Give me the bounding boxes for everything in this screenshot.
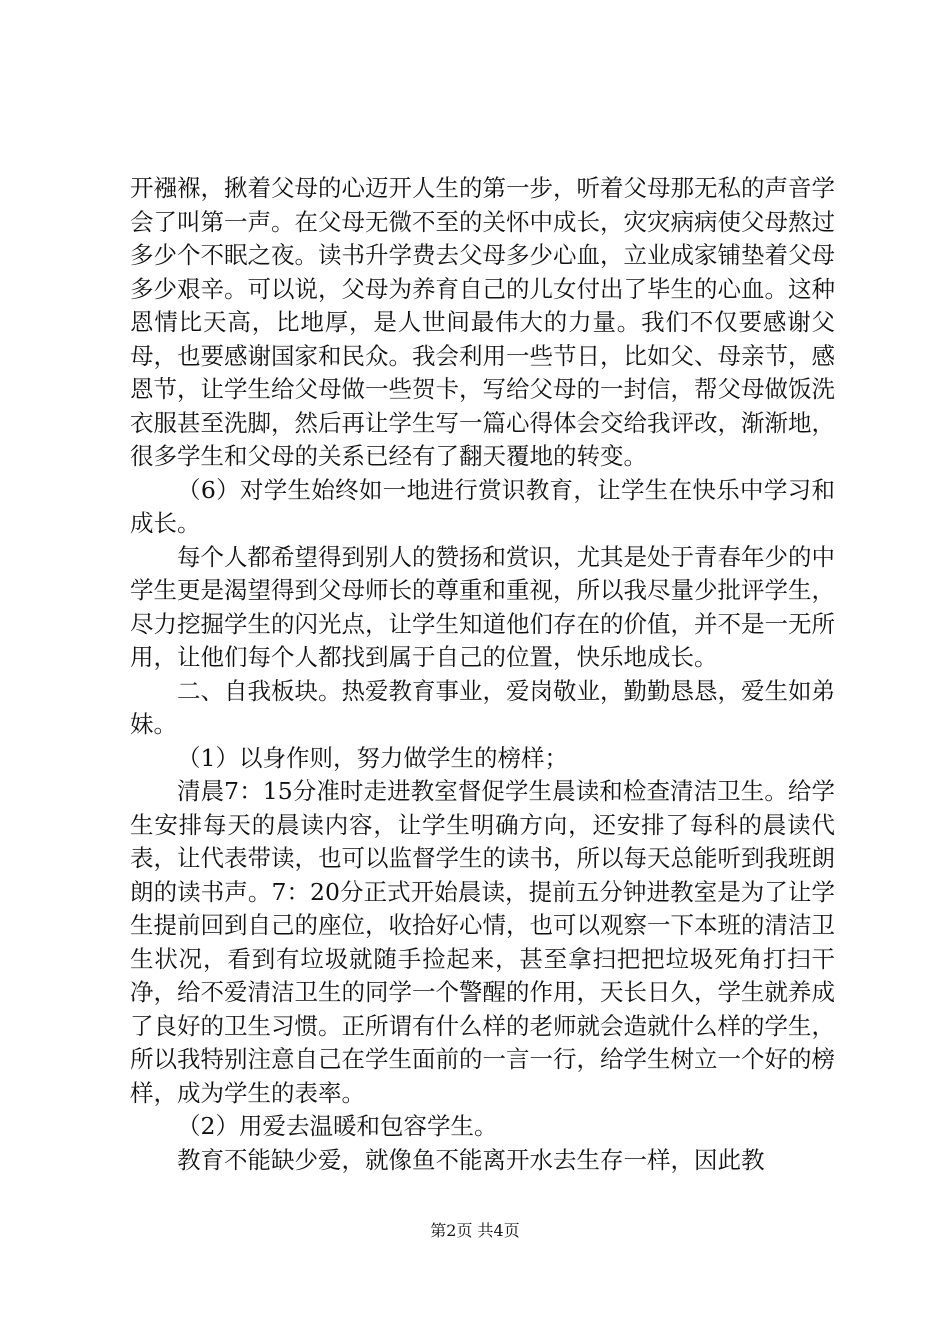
paragraph-1: 开襁褓，揪着父母的心迈开人生的第一步，听着父母那无私的声音学会了叫第一声。在父母无微不至的关怀中成长，灾灾病病使父母熬过多少个不眠之夜。读书升学费去父母多少心血，立业成家铺垫着父母多少艰辛。可以说，父母为养育自己的儿女付出了毕生的心血。这种恩情比天高，比地厚，是人世间最伟大的力量。我们不仅要感谢父母，也要感谢国家和民众。我会利用一些节日，比如父、母亲节，感恩节，让学生给父母做一些贺卡，写给父母的一封信，帮父母做饭洗衣服甚至洗脚，然后再让学生写一篇心得体会交给我评改，渐渐地，很多学生和父母的关系已经有了翻天覆地的转变。 [130,174,835,470]
paragraph-2: （6）对学生始终如一地进行赏识教育，让学生在快乐中学习和成长。 [130,475,835,537]
page-footer: 第2页 共4页 [430,1221,520,1240]
paragraph-7: （2）用爱去温暖和包容学生。 [177,1112,498,1140]
paragraph-6: 清晨7：15分准时走进教室督促学生晨读和检查清洁卫生。给学生安排每天的晨读内容，让学生明确方向，还安排了每科的晨读代表，让代表带读，也可以监督学生的读书，所以每天总能听到我班朗朗的读书声。7：20分正式开始晨读，提前五分钟进教室是为了让学生提前回到自己的座位，收拾好心情，也可以观察一下本班的清洁卫生状况，看到有垃圾就随手捡起来，甚至拿扫把把垃圾死角打扫干净，给不爱清洁卫生的同学一个警醒的作用，天长日久，学生就养成了良好的卫生习惯。正所谓有什么样的老师就会造就什么样的学生，所以我特别注意自己在学生面前的一言一行，给学生树立一个好的榜样，成为学生的表率。 [130,777,835,1107]
paragraph-5: （1）以身作则，努力做学生的榜样； [177,743,568,772]
paragraph-4: 二、自我板块。热爱教育事业，爱岗敬业，勤勤恳恳，爱生如弟妹。 [130,676,835,738]
paragraph-3: 每个人都希望得到别人的赞扬和赏识，尤其是处于青春年少的中学生更是渴望得到父母师长的尊重和重视，所以我尽量少批评学生，尽力挖掘学生的闪光点，让学生知道他们存在的价值，并不是一无所用，让他们每个人都找到属于自己的位置，快乐地成长。 [130,542,835,671]
body-text [130,172,835,1177]
paragraph-8: 教育不能缺少爱，就像鱼不能离开水去生存一样，因此教 [177,1145,765,1174]
